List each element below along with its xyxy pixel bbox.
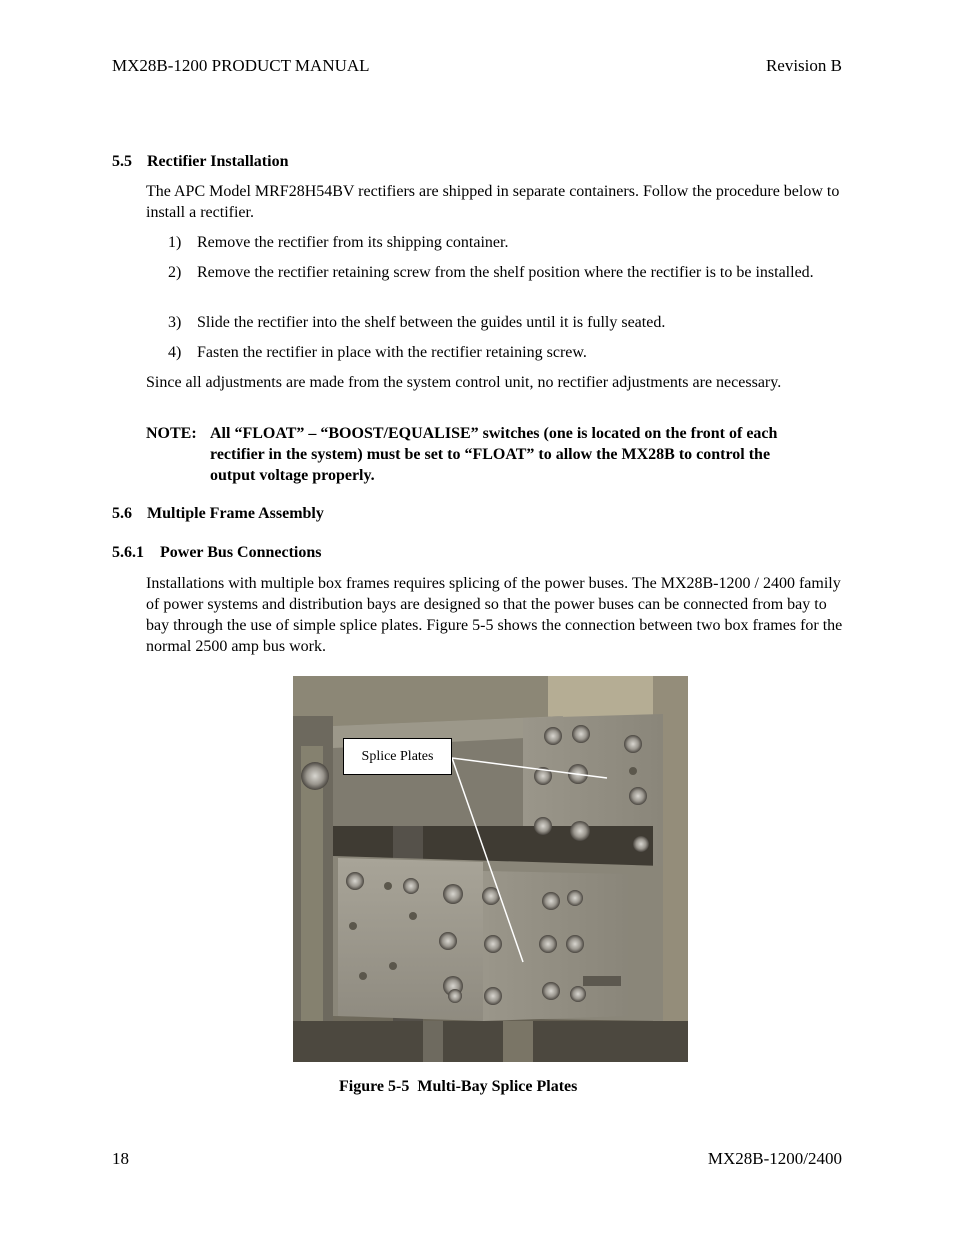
section-heading-5-6-1 <box>112 544 322 562</box>
list-item <box>168 312 848 333</box>
splice-plates-photo <box>293 676 688 1062</box>
step-text: Remove the rectifier from its shipping container. <box>197 234 509 251</box>
page-number: 18 <box>112 1149 129 1168</box>
section-heading-5-6 <box>112 505 324 523</box>
section-title: Multiple Frame Assembly <box>147 505 324 522</box>
note-block <box>146 423 826 486</box>
list-item <box>168 262 848 283</box>
step-text: Slide the rectifier into the shelf between the guides until it is fully seated. <box>197 314 666 331</box>
section-number: 5.5 <box>112 153 132 170</box>
bus-connections-paragraph: Installations with multiple box frames requires splicing of the power buses. The MX28B-1200 / 2400 family of power systems and distribution bays are designed so that the power buses can be connected from bay to bay through the use of simple splice plates. Figure 5-5 shows the connection between two box frames for the normal 2500 amp bus work. <box>146 575 843 655</box>
adjustments-paragraph: Since all adjustments are made from the system control unit, no rectifier adjustments are necessary. <box>146 374 782 391</box>
figure-photo <box>293 676 688 1062</box>
step-number: 3) <box>168 314 182 331</box>
list-item <box>168 342 848 363</box>
note-label: NOTE: <box>146 425 197 442</box>
footer-doc-id: MX28B-1200/2400 <box>707 1149 842 1168</box>
intro-paragraph: The APC Model MRF28H54BV rectifiers are shipped in separate containers. Follow the procedure below to install a rectifier. <box>146 183 840 221</box>
section-number: 5.6 <box>112 505 132 522</box>
step-number: 4) <box>168 344 182 361</box>
step-text: Remove the rectifier retaining screw from the shelf position where the rectifier is to be installed. <box>197 264 814 281</box>
step-text: Fasten the rectifier in place with the rectifier retaining screw. <box>197 344 587 361</box>
header-title: MX28B-1200 PRODUCT MANUAL <box>112 56 370 75</box>
section-number: 5.6.1 <box>112 544 144 561</box>
section-title: Power Bus Connections <box>160 544 322 561</box>
list-item <box>168 232 848 253</box>
splice-plates-callout: Splice Plates <box>343 738 452 775</box>
section-title: Rectifier Installation <box>147 153 289 170</box>
header-revision: Revision B <box>765 56 842 75</box>
figure-caption: Figure 5-5 Multi-Bay Splice Plates <box>339 1078 578 1095</box>
note-text: All “FLOAT” – “BOOST/EQUALISE” switches (one is located on the front of each rectifier in the system) must be set to “FLOAT” to allow the MX28B to control the output voltage properly. <box>210 425 778 484</box>
step-number: 2) <box>168 264 182 281</box>
step-number: 1) <box>168 234 182 251</box>
section-heading-5-5 <box>112 153 288 171</box>
